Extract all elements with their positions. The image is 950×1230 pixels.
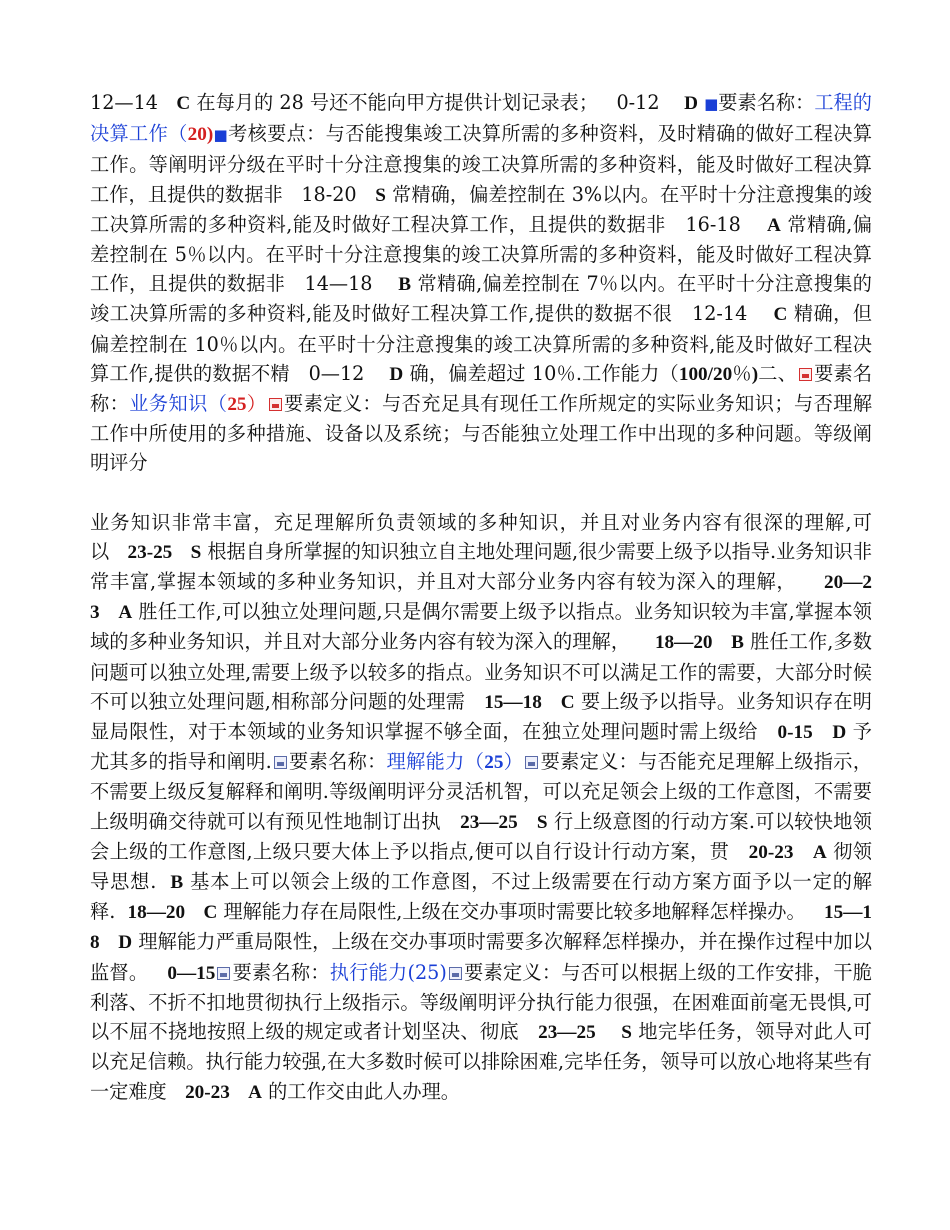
element-title-link[interactable]: 工程的决算工作（	[90, 91, 872, 146]
save-icon	[217, 967, 230, 980]
close-paren: )	[751, 363, 759, 385]
grade-letter: A	[812, 841, 827, 863]
text-run: 在每月的 28 号还不能向甲方提供计划记录表；	[190, 91, 599, 114]
paragraph-1	[90, 88, 872, 478]
grade-letter: D	[832, 722, 847, 744]
grade-letter: A	[118, 602, 133, 624]
grade-letter: C	[560, 691, 575, 713]
score-range: 15—18	[90, 902, 872, 954]
grade-letter: A	[248, 1081, 262, 1103]
score-range: 0-12	[616, 91, 660, 114]
grade-letter: S	[621, 1022, 632, 1044]
text-run: 胜任工作,可以独立处理问题,只是偶尔需要上级予以指点。业务知识较为丰富,掌握本领域的多种业务知识，并且对大部分业务内容有较为深入的理解，	[90, 600, 872, 654]
text-run: 要素定义：与否充足具有现任工作所规定的实际业务知识；与否理解工作中所使用的多种措施、设备以及系统；与否能独立处理工作中出现的多种问题。等级阐明评分	[90, 392, 873, 475]
text-run: 行上级意图的行动方案.可以较快地领会上级的工作意图,上级只要大体上予以指点,便可以自行设计行动方案，贯	[90, 809, 872, 863]
text-run: 要素名称：	[288, 750, 387, 774]
text-run: 胜任工作,多数问题可以独立处理,需要上级予以较多的指点。业务知识不可以满足工作的需要，大部分时候不可以独立处理问题,相称部分问题的处理需	[90, 630, 872, 713]
text-run: 确，偏差超过 10％.工作能力（	[403, 361, 679, 385]
score-range: 0-15	[777, 722, 813, 744]
text-run: 考核要点：与否能搜集竣工决算所需的多种资料，及时精确的做好工程决算工作。等阐明评分级在平时十分注意搜集的竣工决算所需的多种资料，能及时做好工程决算工作，且提供的数据非	[90, 122, 873, 206]
percent-sign: ％	[732, 361, 752, 385]
save-icon	[269, 398, 282, 411]
grade-letter: A	[766, 214, 781, 236]
grade-letter: D	[118, 932, 133, 954]
score-range: 20—23	[90, 572, 872, 624]
score-range: 20-23	[185, 1081, 230, 1103]
text-run: 的工作交由此人办理。	[262, 1079, 460, 1103]
grade-letter: C	[773, 304, 788, 326]
text-run: 常精确,偏差控制在 5％以内。在平时十分注意搜集的竣工决算所需的多种资料，能及时做好工程决算工作，且提供的数据非	[90, 212, 872, 296]
text-run: 常精确，偏差控制在 3%以内。在平时十分注意搜集的竣工决算所需的多种资料,能及时做好工程决算工作，且提供的数据非	[90, 182, 872, 236]
element-close-paren: ）	[246, 392, 267, 416]
text-run: 要素名称：	[232, 960, 330, 984]
element-close-paren: ）	[503, 750, 524, 774]
element-title-link[interactable]: 执行能力(25)	[329, 960, 447, 984]
score-range: 18-20	[301, 182, 357, 206]
section-weight: 100/20	[678, 363, 733, 385]
text-run: 基本上可以领会上级的工作意图，不过上级需要在行动方案方面予以一定的解释.	[90, 870, 872, 924]
text-run: 常精确,偏差控制在 7％以内。在平时十分注意搜集的竣工决算所需的多种资料,能及时做好工程决算工作,提供的数据不很	[90, 272, 872, 326]
save-icon	[525, 756, 538, 769]
square-bullet-icon: ■	[213, 126, 229, 145]
grade-letter: S	[375, 184, 386, 206]
text-run: 业务知识非常丰富，充足理解所负责领域的多种知识，并且对业务内容有很深的理解,可以	[90, 510, 872, 563]
score-range: 15—18	[484, 691, 542, 713]
score-range: 23-25	[127, 541, 173, 563]
element-title-link[interactable]: 业务知识（	[129, 392, 228, 416]
element-weight: 20)	[187, 124, 214, 146]
paragraph-2	[90, 508, 872, 1107]
square-bullet-icon: ■	[704, 95, 719, 113]
save-icon	[274, 756, 287, 769]
score-range: 0—12	[308, 361, 365, 385]
element-weight: 25	[484, 752, 504, 774]
text-run: 根据自身所掌握的知识独立自主地处理问题,很少需要上级予以指导.业务知识非常丰富,掌握本领域的多种业务知识，并且对大部分业务内容有较为深入的理解，	[90, 539, 873, 594]
save-icon	[449, 967, 462, 980]
text-run: 地完毕任务，领导对此人可以充足信赖。执行能力较强,在大多数时候可以排除困难,完毕任务，领导可以放心地将某些有一定难度	[90, 1020, 872, 1103]
text-run: 彻领导思想.	[90, 839, 872, 894]
grade-letter: S	[190, 541, 202, 563]
score-range: 12-14	[692, 302, 748, 326]
paragraph-gap	[90, 478, 872, 508]
score-range: 16-18	[685, 212, 741, 236]
score-range: 14—18	[304, 272, 373, 296]
score-range: 12—14	[90, 91, 159, 114]
grade-letter: B	[398, 274, 412, 296]
element-weight: 25	[227, 394, 247, 416]
text-run: 理解能力存在局限性,上级在交办事项时需要比较多地解释怎样操办。	[217, 900, 806, 924]
score-range: 0—15	[167, 962, 216, 984]
grade-letter: D	[389, 363, 404, 385]
element-title-link[interactable]: 理解能力（	[386, 750, 485, 774]
text-run: 要素名称：	[90, 361, 873, 416]
score-range: 20-23	[748, 841, 794, 863]
grade-letter: B	[731, 632, 744, 654]
text-run: 要素名称：	[718, 91, 815, 114]
score-range: 18—20	[127, 902, 186, 924]
text-run: 要素定义：与否能充足理解上级指示，不需要上级反复解释和阐明.等级阐明评分灵活机智，可以充足领会上级的工作意图，不需要上级明确交待就可以有预见性地制订出执	[90, 750, 873, 833]
grade-letter: C	[203, 902, 218, 924]
section-number: 二、	[758, 361, 797, 385]
grade-letter: D	[684, 93, 698, 114]
text-run: 要素定义：与否可以根据上级的工作安排，干脆利落、不折不扣地贯彻执行上级指示。等级阐明评分执行能力很强，在困难面前毫无畏惧,可以不屈不挠地按照上级的规定或者计划坚决、彻底	[90, 960, 872, 1044]
score-range: 18—20	[654, 632, 713, 654]
text-run: 予尤其多的指导和阐明.	[90, 720, 872, 774]
text-run: 要上级予以指导。业务知识存在明显局限性，对于本领域的业务知识掌握不够全面，在独立处理问题时需上级给	[90, 689, 872, 744]
grade-letter: B	[170, 872, 184, 894]
grade-letter: S	[536, 811, 548, 833]
text-run: 理解能力严重局限性，上级在交办事项时需要多次解释怎样操办，并在操作过程中加以监督。	[90, 930, 872, 984]
text-run: 精确，但偏差控制在 10％以内。在平时十分注意搜集的竣工决算所需的多种资料,能及时做好工程决算工作,提供的数据不精	[90, 302, 872, 385]
score-range: 23—25	[460, 811, 518, 833]
score-range: 23—25	[538, 1022, 596, 1044]
save-icon	[799, 368, 812, 381]
grade-letter: C	[176, 93, 191, 114]
